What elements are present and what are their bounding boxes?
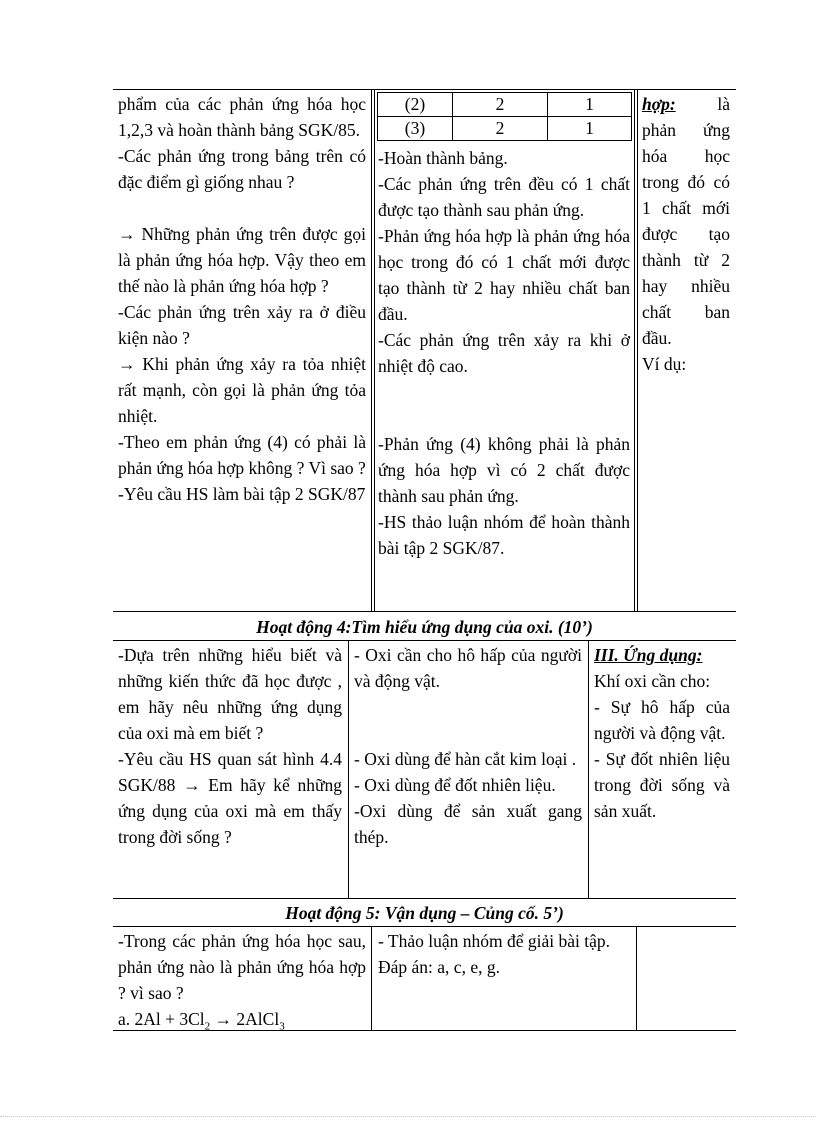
text-paragraph: -Các phản ứng trên đều có 1 chất được tạo thành sau phản ứng. xyxy=(378,174,630,220)
text-paragraph: - Thảo luận nhóm để giải bài tập. xyxy=(378,931,610,951)
text-paragraph: -Yêu cầu HS quan sát hình 4.4 SGK/88 → Em hãy kể những ứng dụng của oxi mà em thấy trong đời sống ? xyxy=(118,749,342,847)
text-paragraph: -Dựa trên những hiểu biết và những kiến thức đã học được , em hãy nêu những ứng dụng của oxi mà em biết ? xyxy=(118,645,342,743)
text-paragraph: -Theo em phản ứng (4) có phải là phản ứng hóa hợp không ? Vì sao ? xyxy=(118,432,366,478)
inner-cell-label: (2) xyxy=(378,93,453,117)
equation-lhs: a. 2Al + 3Cl xyxy=(118,1009,205,1029)
activity4-title: Hoạt động 4:Tìm hiểu ứng dụng của oxi. (10’) xyxy=(256,617,593,637)
text-paragraph: → Những phản ứng trên được gọi là phản ứng hóa hợp. Vậy theo em thế nào là phản ứng hóa hợp ? xyxy=(118,224,366,296)
text-paragraph: -HS thảo luận nhóm để hoàn thành bài tập 2 SGK/87. xyxy=(378,512,630,558)
equation-rhs: → 2AlCl xyxy=(210,1009,280,1029)
definition-text: là phản ứng hóa học trong đó có 1 chất mới được tạo thành từ 2 hay nhiều chất ban đầu. xyxy=(642,94,730,348)
inner-cell-label: (3) xyxy=(378,117,453,141)
section-heading xyxy=(594,642,730,668)
text-paragraph: -Oxi dùng để sản xuất gang thép. xyxy=(354,801,582,847)
activity4-teacher-column xyxy=(118,642,342,850)
text-paragraph: -Trong các phản ứng hóa học sau, phản ứng nào là phản ứng hóa hợp ? vì sao ? xyxy=(118,931,366,1003)
equation xyxy=(118,1006,366,1040)
spacer xyxy=(354,694,582,720)
text-paragraph: -Các phản ứng trong bảng trên có đặc điểm gì giống nhau ? xyxy=(118,146,366,192)
table1-divider-1 xyxy=(371,89,372,611)
inner-row xyxy=(378,117,632,141)
activity4-divider-1 xyxy=(348,640,349,898)
text-paragraph: -Các phản ứng trên xảy ra khi ở nhiệt độ cao. xyxy=(378,330,630,376)
spacer xyxy=(378,405,630,431)
activity4-divider-2 xyxy=(588,640,589,898)
equation-subscript: 2 xyxy=(204,1020,211,1033)
inner-cell-b: 1 xyxy=(548,93,632,117)
spacer xyxy=(378,379,630,405)
table1-top-border xyxy=(113,89,736,90)
table1-divider-1b xyxy=(374,89,375,611)
activity4-bottom-border xyxy=(113,898,736,899)
text-paragraph: -Phản ứng (4) không phải là phản ứng hóa hợp vì có 2 chất được thành sau phản ứng. xyxy=(378,434,630,506)
activity5-teacher-column xyxy=(118,928,366,1040)
text-paragraph: Đáp án: a, c, e, g. xyxy=(378,957,500,977)
text-paragraph: → Khi phản ứng xảy ra tỏa nhiệt rất mạnh, còn gọi là phản ứng tỏa nhiệt. xyxy=(118,354,366,426)
activity5-student-column xyxy=(378,928,630,980)
activity5-top-border xyxy=(113,926,736,927)
inner-cell-b: 1 xyxy=(548,117,632,141)
activity4-student-column xyxy=(354,642,582,850)
inner-reaction-table xyxy=(377,92,632,141)
activity4-top-border xyxy=(113,640,736,641)
equation-subscript: 3 xyxy=(279,1020,285,1033)
inner-row xyxy=(378,93,632,117)
definition-term: hợp: xyxy=(642,94,676,114)
page-edge-divider xyxy=(0,1116,816,1117)
inner-cell-a: 2 xyxy=(453,93,548,117)
text-paragraph: -Phản ứng hóa hợp là phản ứng hóa học trong đó có 1 chất mới được tạo thành từ 2 hay nhiều chất ban đầu. xyxy=(378,226,630,324)
table1-student-column xyxy=(378,145,630,561)
activity5-divider-2 xyxy=(636,926,637,1030)
text-paragraph: - Oxi dùng để hàn cắt kim loại . xyxy=(354,749,577,769)
table1-divider-2b xyxy=(637,89,638,611)
table1-teacher-column xyxy=(118,91,366,507)
text-paragraph: -Các phản ứng trên xảy ra ở điều kiện nào ? xyxy=(118,302,366,348)
text-paragraph: -Yêu cầu HS làm bài tập 2 SGK/87 xyxy=(118,484,366,504)
table1-content-column xyxy=(642,91,730,377)
activity4-content-column xyxy=(594,642,730,824)
table1-bottom-border xyxy=(113,611,736,612)
text-paragraph: - Oxi dùng để đốt nhiên liệu. xyxy=(354,775,556,795)
definition-paragraph xyxy=(642,91,730,351)
text-paragraph: - Oxi cần cho hô hấp của người và động vật. xyxy=(354,645,582,691)
text-paragraph: -Hoàn thành bảng. xyxy=(378,148,508,168)
text-paragraph: Khí oxi cần cho: xyxy=(594,671,711,691)
activity5-divider-1 xyxy=(371,926,372,1030)
text-paragraph: phẩm của các phản ứng hóa học 1,2,3 và hoàn thành bảng SGK/85. xyxy=(118,94,366,140)
inner-cell-a: 2 xyxy=(453,117,548,141)
example-label: Ví dụ: xyxy=(642,354,687,374)
section-heading-text: III. Ứng dụng: xyxy=(594,645,703,665)
text-paragraph: - Sự đốt nhiên liệu trong đời sống và sản xuất. xyxy=(594,749,730,821)
text-paragraph: - Sự hô hấp của người và động vật. xyxy=(594,697,730,743)
spacer xyxy=(118,195,366,221)
spacer xyxy=(354,720,582,746)
activity5-title: Hoạt động 5: Vận dụng – Củng cố. 5’) xyxy=(285,903,564,923)
table1-divider-2 xyxy=(634,89,635,611)
